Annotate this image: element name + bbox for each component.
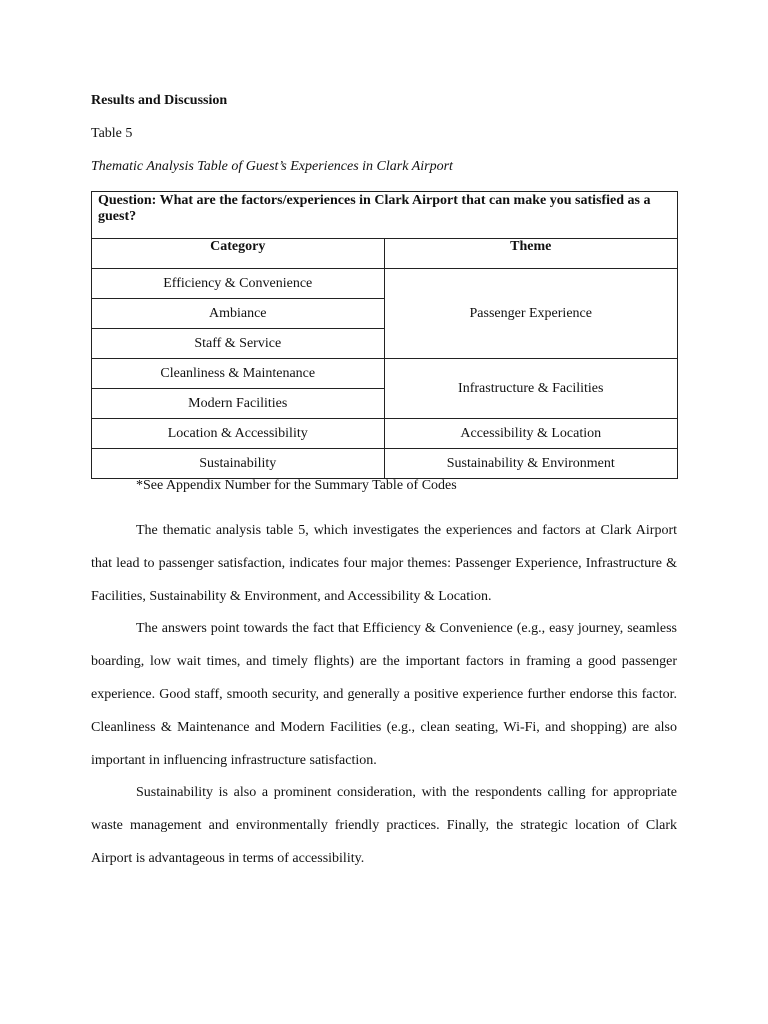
table-row [92, 449, 678, 479]
theme-header: Theme [384, 239, 678, 269]
theme-cell: Sustainability & Environment [384, 449, 678, 479]
discussion-body [91, 515, 677, 876]
question-row [92, 192, 678, 239]
paragraph: The thematic analysis table 5, which investigates the experiences and factors at Clark Airport that lead to passenger satisfaction, indicates four major themes: Passenger Experience, Infrastructure & Facilities, Sustainability & Environment, and Accessibility & Location. [91, 523, 677, 604]
paragraph: Sustainability is also a prominent consideration, with the respondents calling for appropriate waste management and environmentally friendly practices. Finally, the strategic location of Clark Airport is advantageous in terms of accessibility. [91, 785, 677, 866]
section-heading: Results and Discussion [91, 93, 228, 108]
category-cell: Efficiency & Convenience [92, 269, 385, 299]
theme-cell: Passenger Experience [384, 269, 678, 359]
table-title: Thematic Analysis Table of Guest’s Experiences in Clark Airport [91, 159, 453, 174]
header-row [92, 239, 678, 269]
category-cell: Modern Facilities [92, 389, 385, 419]
question-cell: Question: What are the factors/experiences in Clark Airport that can make you satisfied as a guest? [92, 192, 678, 239]
table-row [92, 419, 678, 449]
category-header: Category [92, 239, 385, 269]
category-cell: Ambiance [92, 299, 385, 329]
table-row [92, 359, 678, 389]
thematic-analysis-table [91, 191, 678, 479]
paragraph: The answers point towards the fact that Efficiency & Convenience (e.g., easy journey, seamless boarding, low wait times, and timely flights) are the important factors in framing a good passenger experience. Good staff, smooth security, and generally a positive experience further endorse this factor. Cleanliness & Maintenance and Modern Facilities (e.g., clean seating, Wi-Fi, and shopping) are also important in influencing infrastructure satisfaction. [91, 621, 677, 768]
table-row [92, 269, 678, 299]
theme-cell: Infrastructure & Facilities [384, 359, 678, 419]
category-cell: Sustainability [92, 449, 385, 479]
category-cell: Cleanliness & Maintenance [92, 359, 385, 389]
table-label: Table 5 [91, 126, 133, 141]
category-cell: Location & Accessibility [92, 419, 385, 449]
table-footnote: *See Appendix Number for the Summary Table of Codes [136, 478, 457, 493]
theme-cell: Accessibility & Location [384, 419, 678, 449]
category-cell: Staff & Service [92, 329, 385, 359]
